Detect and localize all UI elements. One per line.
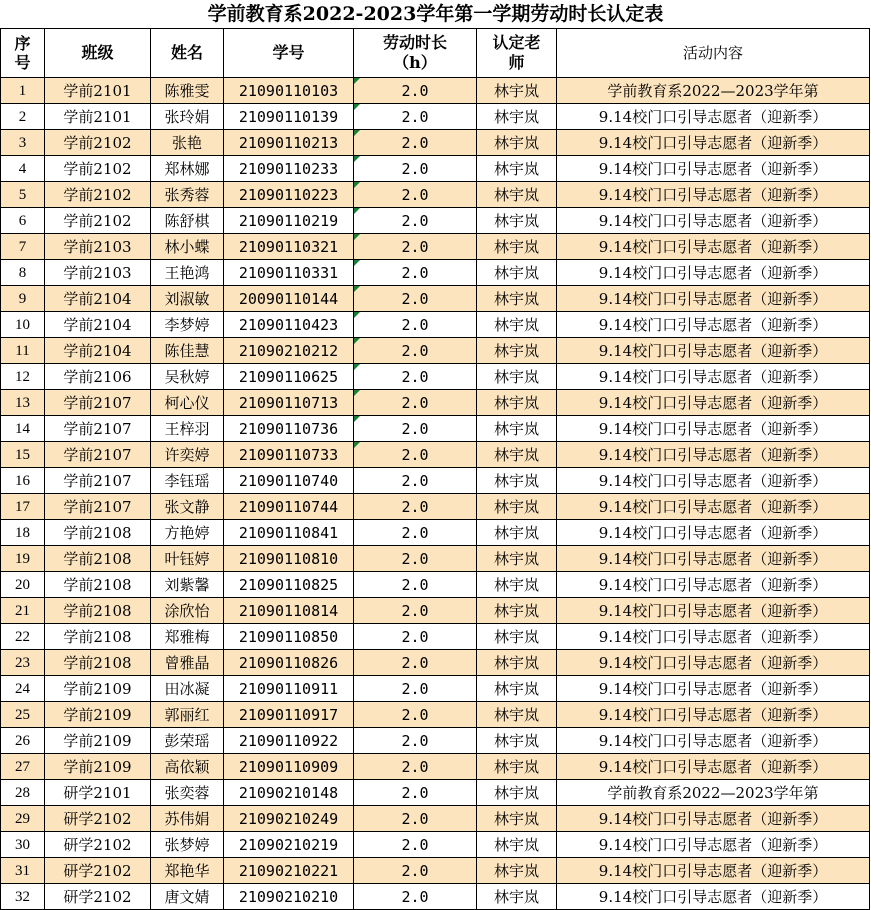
row-activity: 9.14校门口引导志愿者（迎新季） (557, 182, 870, 208)
table-row (1, 494, 870, 520)
row-name: 高依颖 (151, 754, 224, 780)
row-activity: 9.14校门口引导志愿者（迎新季） (557, 468, 870, 494)
row-class: 学前2102 (45, 208, 151, 234)
row-class: 学前2103 (45, 234, 151, 260)
row-seq: 15 (1, 442, 45, 468)
row-seq: 20 (1, 572, 45, 598)
row-activity: 9.14校门口引导志愿者（迎新季） (557, 624, 870, 650)
row-seq: 7 (1, 234, 45, 260)
row-activity: 9.14校门口引导志愿者（迎新季） (557, 286, 870, 312)
row-hours: 2.0 (354, 806, 477, 832)
row-name: 张艳 (151, 130, 224, 156)
table-row (1, 364, 870, 390)
row-seq: 4 (1, 156, 45, 182)
row-seq: 16 (1, 468, 45, 494)
row-hours: 2.0 (354, 130, 477, 156)
row-name: 曾雅晶 (151, 650, 224, 676)
row-teacher: 林宇岚 (477, 338, 557, 364)
table-row (1, 858, 870, 884)
row-activity: 9.14校门口引导志愿者（迎新季） (557, 130, 870, 156)
table-row (1, 754, 870, 780)
row-activity: 9.14校门口引导志愿者（迎新季） (557, 442, 870, 468)
header-teacher (477, 29, 557, 78)
row-teacher: 林宇岚 (477, 494, 557, 520)
row-activity: 9.14校门口引导志愿者（迎新季） (557, 650, 870, 676)
row-teacher: 林宇岚 (477, 650, 557, 676)
row-hours: 2.0 (354, 312, 477, 338)
row-name: 郑林娜 (151, 156, 224, 182)
row-class: 研学2102 (45, 884, 151, 910)
row-student-id: 21090110917 (224, 702, 354, 728)
row-activity: 9.14校门口引导志愿者（迎新季） (557, 676, 870, 702)
row-class: 学前2103 (45, 260, 151, 286)
row-name: 郑雅梅 (151, 624, 224, 650)
row-teacher: 林宇岚 (477, 676, 557, 702)
row-student-id: 21090110810 (224, 546, 354, 572)
row-name: 彭荣瑶 (151, 728, 224, 754)
row-seq: 32 (1, 884, 45, 910)
row-name: 张秀蓉 (151, 182, 224, 208)
row-name: 张文静 (151, 494, 224, 520)
row-teacher: 林宇岚 (477, 832, 557, 858)
row-student-id: 21090110825 (224, 572, 354, 598)
table-row (1, 546, 870, 572)
row-hours: 2.0 (354, 78, 477, 104)
row-class: 学前2102 (45, 182, 151, 208)
row-name: 李钰瑶 (151, 468, 224, 494)
row-seq: 22 (1, 624, 45, 650)
row-name: 张奕蓉 (151, 780, 224, 806)
row-activity: 9.14校门口引导志愿者（迎新季） (557, 234, 870, 260)
row-seq: 27 (1, 754, 45, 780)
row-student-id: 21090110103 (224, 78, 354, 104)
row-seq: 11 (1, 338, 45, 364)
table-row (1, 806, 870, 832)
row-hours: 2.0 (354, 572, 477, 598)
row-student-id: 21090110733 (224, 442, 354, 468)
row-student-id: 21090110922 (224, 728, 354, 754)
table-row (1, 442, 870, 468)
row-name: 叶钰婷 (151, 546, 224, 572)
row-activity: 9.14校门口引导志愿者（迎新季） (557, 832, 870, 858)
table-row (1, 286, 870, 312)
row-seq: 19 (1, 546, 45, 572)
row-hours: 2.0 (354, 156, 477, 182)
row-student-id: 21090110826 (224, 650, 354, 676)
row-hours: 2.0 (354, 494, 477, 520)
row-teacher: 林宇岚 (477, 858, 557, 884)
header-activity: 活动内容 (557, 29, 870, 78)
row-activity: 9.14校门口引导志愿者（迎新季） (557, 416, 870, 442)
row-student-id: 21090110321 (224, 234, 354, 260)
row-name: 柯心仪 (151, 390, 224, 416)
row-hours: 2.0 (354, 338, 477, 364)
row-teacher: 林宇岚 (477, 598, 557, 624)
row-activity: 9.14校门口引导志愿者（迎新季） (557, 208, 870, 234)
row-name: 方艳婷 (151, 520, 224, 546)
row-student-id: 21090210212 (224, 338, 354, 364)
row-seq: 13 (1, 390, 45, 416)
row-teacher: 林宇岚 (477, 780, 557, 806)
row-hours: 2.0 (354, 546, 477, 572)
row-teacher: 林宇岚 (477, 130, 557, 156)
row-activity: 9.14校门口引导志愿者（迎新季） (557, 156, 870, 182)
row-class: 学前2107 (45, 468, 151, 494)
row-activity: 9.14校门口引导志愿者（迎新季） (557, 104, 870, 130)
table-row (1, 312, 870, 338)
row-name: 林小蝶 (151, 234, 224, 260)
row-teacher: 林宇岚 (477, 286, 557, 312)
header-seq (1, 29, 45, 78)
row-activity: 9.14校门口引导志愿者（迎新季） (557, 754, 870, 780)
row-class: 学前2104 (45, 312, 151, 338)
row-student-id: 21090210148 (224, 780, 354, 806)
row-name: 王艳鸿 (151, 260, 224, 286)
row-teacher: 林宇岚 (477, 182, 557, 208)
row-name: 许奕婷 (151, 442, 224, 468)
header-name: 姓名 (151, 29, 224, 78)
row-student-id: 21090110736 (224, 416, 354, 442)
row-student-id: 21090110423 (224, 312, 354, 338)
row-hours: 2.0 (354, 884, 477, 910)
row-teacher: 林宇岚 (477, 104, 557, 130)
row-class: 学前2104 (45, 286, 151, 312)
row-seq: 2 (1, 104, 45, 130)
table-row (1, 104, 870, 130)
row-activity: 9.14校门口引导志愿者（迎新季） (557, 546, 870, 572)
row-name: 郭丽红 (151, 702, 224, 728)
table-row (1, 156, 870, 182)
row-hours: 2.0 (354, 390, 477, 416)
table-row (1, 260, 870, 286)
table-row (1, 676, 870, 702)
table-row (1, 650, 870, 676)
row-student-id: 21090110841 (224, 520, 354, 546)
row-student-id: 21090110223 (224, 182, 354, 208)
row-activity: 9.14校门口引导志愿者（迎新季） (557, 364, 870, 390)
row-student-id: 21090210219 (224, 832, 354, 858)
row-hours: 2.0 (354, 780, 477, 806)
row-hours: 2.0 (354, 182, 477, 208)
row-teacher: 林宇岚 (477, 754, 557, 780)
row-seq: 8 (1, 260, 45, 286)
row-class: 学前2109 (45, 676, 151, 702)
table-row (1, 338, 870, 364)
row-teacher: 林宇岚 (477, 702, 557, 728)
table-row (1, 572, 870, 598)
row-student-id: 21090210221 (224, 858, 354, 884)
row-name: 刘紫馨 (151, 572, 224, 598)
row-student-id: 21090110909 (224, 754, 354, 780)
row-teacher: 林宇岚 (477, 208, 557, 234)
row-activity: 9.14校门口引导志愿者（迎新季） (557, 806, 870, 832)
table-row (1, 208, 870, 234)
row-class: 学前2109 (45, 702, 151, 728)
row-seq: 30 (1, 832, 45, 858)
row-name: 陈雅雯 (151, 78, 224, 104)
row-hours: 2.0 (354, 260, 477, 286)
row-name: 涂欣怡 (151, 598, 224, 624)
row-name: 郑艳华 (151, 858, 224, 884)
row-teacher: 林宇岚 (477, 78, 557, 104)
row-hours: 2.0 (354, 624, 477, 650)
row-name: 李梦婷 (151, 312, 224, 338)
row-activity: 9.14校门口引导志愿者（迎新季） (557, 858, 870, 884)
row-name: 田冰凝 (151, 676, 224, 702)
row-class: 学前2108 (45, 598, 151, 624)
row-name: 苏伟娟 (151, 806, 224, 832)
row-student-id: 21090110744 (224, 494, 354, 520)
table-row (1, 416, 870, 442)
row-teacher: 林宇岚 (477, 260, 557, 286)
row-name: 陈舒棋 (151, 208, 224, 234)
sheet-title: 学前教育系2022-2023学年第一学期劳动时长认定表 (207, 3, 664, 25)
table-row (1, 234, 870, 260)
row-seq: 6 (1, 208, 45, 234)
row-teacher: 林宇岚 (477, 520, 557, 546)
row-teacher: 林宇岚 (477, 572, 557, 598)
row-teacher: 林宇岚 (477, 806, 557, 832)
row-class: 学前2107 (45, 442, 151, 468)
row-teacher: 林宇岚 (477, 546, 557, 572)
row-class: 学前2104 (45, 338, 151, 364)
row-activity: 学前教育系2022—2023学年第 (557, 78, 870, 104)
row-activity: 9.14校门口引导志愿者（迎新季） (557, 702, 870, 728)
table-row (1, 780, 870, 806)
row-class: 学前2108 (45, 546, 151, 572)
row-student-id: 21090110219 (224, 208, 354, 234)
row-teacher: 林宇岚 (477, 364, 557, 390)
table-row (1, 520, 870, 546)
header-hours-label: 劳动时长（h） (382, 33, 447, 72)
row-seq: 26 (1, 728, 45, 754)
row-activity: 9.14校门口引导志愿者（迎新季） (557, 728, 870, 754)
row-name: 刘淑敏 (151, 286, 224, 312)
row-hours: 2.0 (354, 468, 477, 494)
row-student-id: 21090110213 (224, 130, 354, 156)
table-row (1, 884, 870, 910)
row-student-id: 21090110911 (224, 676, 354, 702)
row-activity: 9.14校门口引导志愿者（迎新季） (557, 572, 870, 598)
row-seq: 3 (1, 130, 45, 156)
row-class: 学前2109 (45, 754, 151, 780)
row-hours: 2.0 (354, 364, 477, 390)
row-teacher: 林宇岚 (477, 234, 557, 260)
table-row (1, 468, 870, 494)
row-class: 学前2108 (45, 520, 151, 546)
row-student-id: 20090110144 (224, 286, 354, 312)
row-student-id: 21090210210 (224, 884, 354, 910)
row-name: 王梓羽 (151, 416, 224, 442)
row-seq: 5 (1, 182, 45, 208)
row-class: 研学2101 (45, 780, 151, 806)
row-hours: 2.0 (354, 832, 477, 858)
row-activity: 9.14校门口引导志愿者（迎新季） (557, 390, 870, 416)
row-teacher: 林宇岚 (477, 728, 557, 754)
row-student-id: 21090210249 (224, 806, 354, 832)
header-seq-label: 序号 (14, 34, 31, 72)
row-hours: 2.0 (354, 702, 477, 728)
row-hours: 2.0 (354, 286, 477, 312)
header-sid: 学号 (224, 29, 354, 78)
row-seq: 25 (1, 702, 45, 728)
row-activity: 9.14校门口引导志愿者（迎新季） (557, 884, 870, 910)
table-row (1, 182, 870, 208)
row-activity: 9.14校门口引导志愿者（迎新季） (557, 494, 870, 520)
table-row (1, 598, 870, 624)
row-activity: 9.14校门口引导志愿者（迎新季） (557, 520, 870, 546)
labor-hours-table (0, 28, 870, 910)
row-seq: 1 (1, 78, 45, 104)
row-class: 学前2107 (45, 390, 151, 416)
row-hours: 2.0 (354, 520, 477, 546)
row-seq: 12 (1, 364, 45, 390)
row-hours: 2.0 (354, 442, 477, 468)
row-hours: 2.0 (354, 234, 477, 260)
header-hours (354, 29, 477, 78)
row-seq: 28 (1, 780, 45, 806)
row-hours: 2.0 (354, 416, 477, 442)
row-hours: 2.0 (354, 754, 477, 780)
row-seq: 10 (1, 312, 45, 338)
row-student-id: 21090110233 (224, 156, 354, 182)
row-class: 学前2102 (45, 130, 151, 156)
table-row (1, 728, 870, 754)
row-hours: 2.0 (354, 858, 477, 884)
row-class: 学前2108 (45, 572, 151, 598)
row-teacher: 林宇岚 (477, 156, 557, 182)
row-activity: 9.14校门口引导志愿者（迎新季） (557, 338, 870, 364)
row-hours: 2.0 (354, 104, 477, 130)
row-name: 张梦婷 (151, 832, 224, 858)
row-seq: 29 (1, 806, 45, 832)
row-teacher: 林宇岚 (477, 390, 557, 416)
row-activity: 9.14校门口引导志愿者（迎新季） (557, 598, 870, 624)
row-seq: 17 (1, 494, 45, 520)
row-activity: 学前教育系2022—2023学年第 (557, 780, 870, 806)
row-student-id: 21090110713 (224, 390, 354, 416)
row-hours: 2.0 (354, 728, 477, 754)
row-name: 吴秋婷 (151, 364, 224, 390)
table-row (1, 832, 870, 858)
row-hours: 2.0 (354, 676, 477, 702)
table-row (1, 130, 870, 156)
row-class: 学前2109 (45, 728, 151, 754)
row-class: 研学2102 (45, 832, 151, 858)
row-teacher: 林宇岚 (477, 442, 557, 468)
row-class: 学前2102 (45, 156, 151, 182)
row-class: 研学2102 (45, 858, 151, 884)
row-student-id: 21090110814 (224, 598, 354, 624)
row-student-id: 21090110850 (224, 624, 354, 650)
header-class: 班级 (45, 29, 151, 78)
row-class: 学前2107 (45, 416, 151, 442)
row-student-id: 21090110740 (224, 468, 354, 494)
table-row (1, 702, 870, 728)
row-student-id: 21090110331 (224, 260, 354, 286)
row-hours: 2.0 (354, 208, 477, 234)
row-name: 张玲娟 (151, 104, 224, 130)
row-seq: 18 (1, 520, 45, 546)
row-class: 学前2108 (45, 650, 151, 676)
table-row (1, 78, 870, 104)
row-teacher: 林宇岚 (477, 416, 557, 442)
row-seq: 9 (1, 286, 45, 312)
header-row (1, 29, 870, 78)
row-student-id: 21090110139 (224, 104, 354, 130)
row-teacher: 林宇岚 (477, 624, 557, 650)
row-class: 研学2102 (45, 806, 151, 832)
row-name: 唐文婧 (151, 884, 224, 910)
row-class: 学前2108 (45, 624, 151, 650)
row-name: 陈佳慧 (151, 338, 224, 364)
table-row (1, 390, 870, 416)
row-teacher: 林宇岚 (477, 312, 557, 338)
header-teacher-label: 认定老师 (492, 33, 541, 72)
table-row (1, 624, 870, 650)
row-class: 学前2101 (45, 104, 151, 130)
row-seq: 24 (1, 676, 45, 702)
row-class: 学前2107 (45, 494, 151, 520)
row-seq: 23 (1, 650, 45, 676)
row-activity: 9.14校门口引导志愿者（迎新季） (557, 312, 870, 338)
row-hours: 2.0 (354, 598, 477, 624)
row-student-id: 21090110625 (224, 364, 354, 390)
row-teacher: 林宇岚 (477, 468, 557, 494)
row-class: 学前2106 (45, 364, 151, 390)
row-seq: 31 (1, 858, 45, 884)
row-hours: 2.0 (354, 650, 477, 676)
row-teacher: 林宇岚 (477, 884, 557, 910)
row-seq: 14 (1, 416, 45, 442)
row-class: 学前2101 (45, 78, 151, 104)
row-seq: 21 (1, 598, 45, 624)
row-activity: 9.14校门口引导志愿者（迎新季） (557, 260, 870, 286)
